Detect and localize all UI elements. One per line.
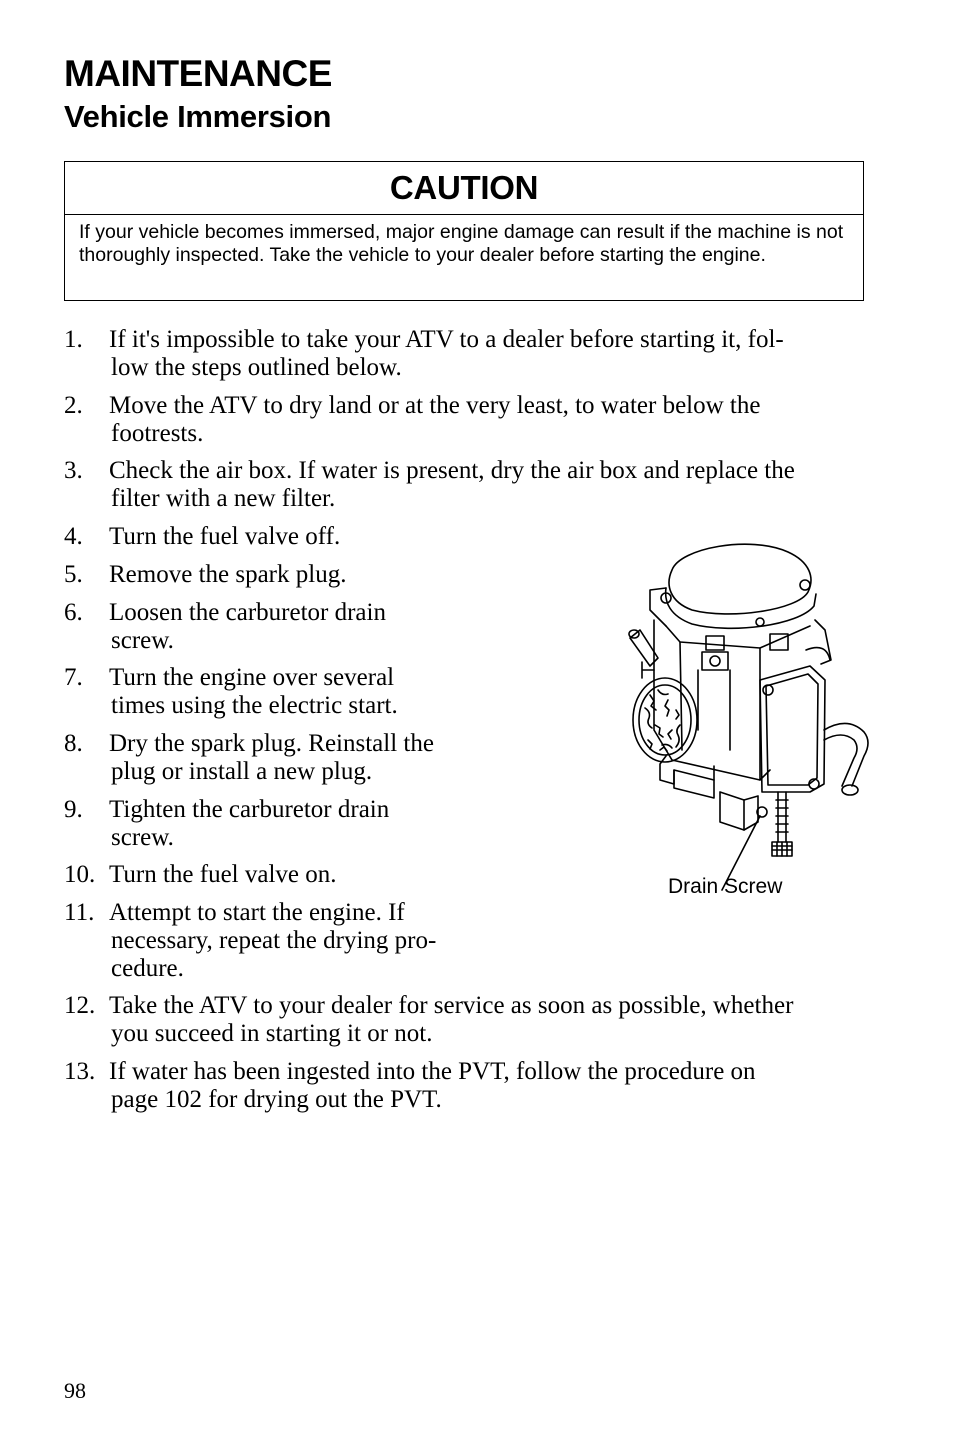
list-item-step-10 xyxy=(64,861,337,889)
list-item-step-3 xyxy=(64,457,795,513)
caution-text: If your vehicle becomes immersed, major engine damage can result if the machine is not thoroughly inspected. Take the vehicle to your dealer before starting the engine. xyxy=(79,221,844,266)
step-line: Loosen the carburetor drain xyxy=(109,599,386,626)
step-line: Check the air box. If water is present, dry the air box and replace the xyxy=(109,457,795,484)
list-item-step-8 xyxy=(64,730,434,786)
step-line: cedure. xyxy=(111,955,184,982)
list-item-step-6 xyxy=(64,599,386,655)
caution-box xyxy=(64,161,864,301)
step-number: 13. xyxy=(64,1058,96,1085)
step-line: necessary, repeat the drying pro- xyxy=(111,927,437,954)
step-line: Dry the spark plug. Reinstall the xyxy=(109,730,434,757)
step-line: screw. xyxy=(111,627,174,654)
step-line: filter with a new filter. xyxy=(111,485,336,512)
step-number: 3. xyxy=(64,457,83,484)
list-item-step-4 xyxy=(64,523,340,551)
step-line: If it's impossible to take your ATV to a dealer before starting it, fol- xyxy=(109,326,784,353)
step-line: page 102 for drying out the PVT. xyxy=(111,1086,442,1113)
list-item-step-7 xyxy=(64,664,398,720)
page-number: 98 xyxy=(64,1378,86,1403)
step-number: 7. xyxy=(64,664,83,691)
step-number: 11. xyxy=(64,899,95,926)
step-line: times using the electric start. xyxy=(111,692,398,719)
section-title: MAINTENANCE xyxy=(64,53,332,94)
list-item-step-12 xyxy=(64,992,793,1048)
step-number: 10. xyxy=(64,861,96,888)
step-line: Turn the fuel valve on. xyxy=(109,861,337,888)
step-line: If water has been ingested into the PVT, follow the procedure on xyxy=(109,1058,756,1085)
list-item-step-1 xyxy=(64,326,784,382)
step-line: Take the ATV to your dealer for service as soon as possible, whether xyxy=(109,992,794,1019)
step-line: low the steps outlined below. xyxy=(111,354,402,381)
step-line: you succeed in starting it or not. xyxy=(111,1020,433,1047)
step-number: 12. xyxy=(64,992,96,1019)
step-line: Remove the spark plug. xyxy=(109,561,347,588)
list-item-step-2 xyxy=(64,392,760,448)
step-line: Turn the engine over several xyxy=(109,664,395,691)
caution-heading: CAUTION xyxy=(65,162,863,215)
list-item-step-13 xyxy=(64,1058,756,1114)
step-line: screw. xyxy=(111,824,174,851)
step-line: plug or install a new plug. xyxy=(111,758,373,785)
list-item-step-9 xyxy=(64,796,389,852)
step-line: Turn the fuel valve off. xyxy=(109,523,341,550)
step-line: footrests. xyxy=(111,420,204,447)
step-number: 6. xyxy=(64,599,83,626)
step-line: Attempt to start the engine. If xyxy=(109,899,405,926)
step-number: 2. xyxy=(64,392,83,419)
step-number: 8. xyxy=(64,730,83,757)
step-line: Tighten the carburetor drain xyxy=(109,796,390,823)
step-number: 1. xyxy=(64,326,83,353)
subsection-title: Vehicle Immersion xyxy=(64,99,332,134)
step-number: 4. xyxy=(64,523,83,550)
step-number: 5. xyxy=(64,561,83,588)
carburetor-illustration xyxy=(610,530,880,910)
step-number: 9. xyxy=(64,796,83,823)
step-line: Move the ATV to dry land or at the very least, to water below the xyxy=(109,392,761,419)
list-item-step-5 xyxy=(64,561,346,589)
drain-screw-callout-label: Drain Screw xyxy=(668,875,783,898)
list-item-step-11 xyxy=(64,899,436,983)
